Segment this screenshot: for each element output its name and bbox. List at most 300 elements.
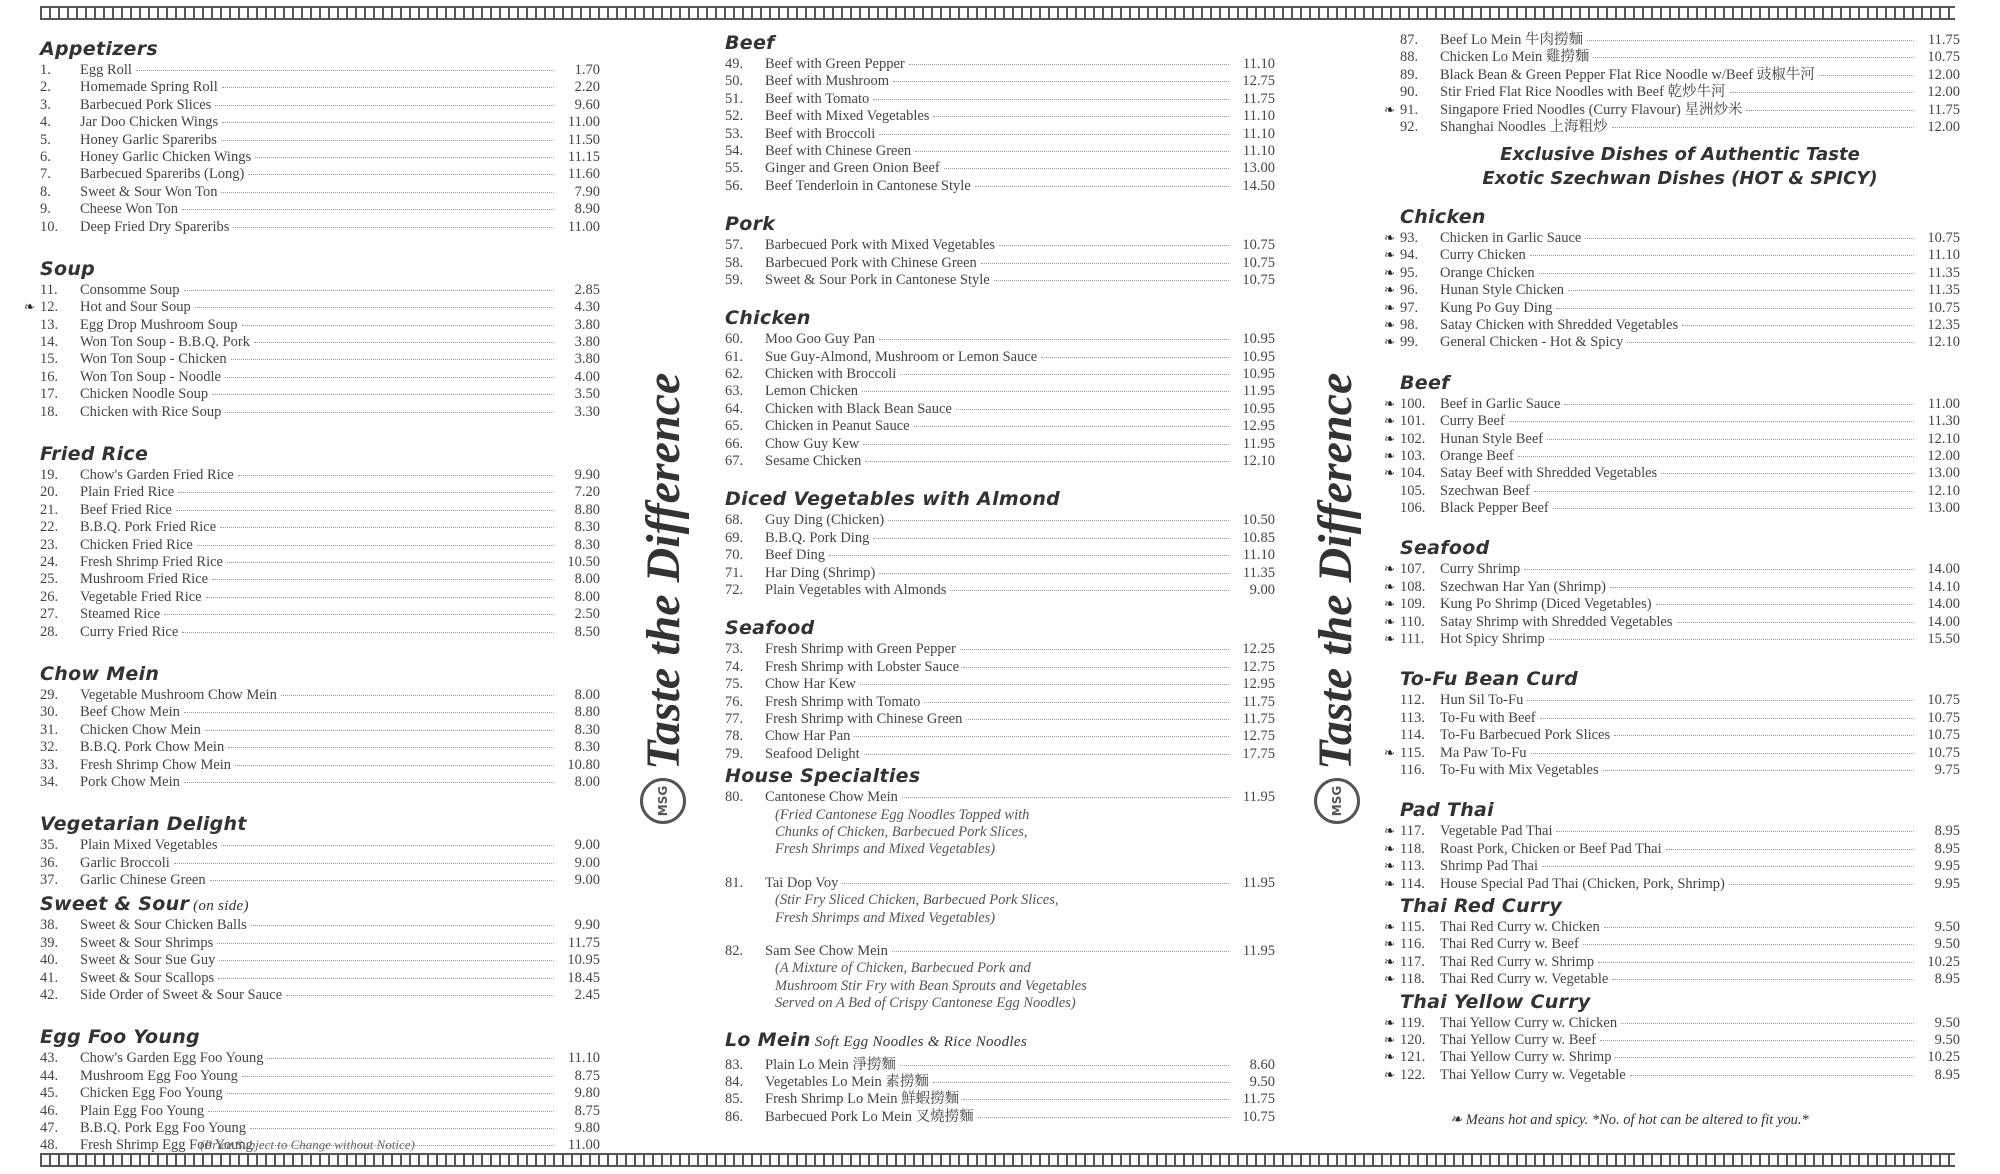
dot-leader [978,1117,1229,1118]
item-name: Chicken with Black Bean Sauce [765,400,952,417]
menu-item [40,334,600,351]
item-number: 113. [1400,709,1425,726]
dot-leader [174,863,554,864]
item-number: 93. ❧ [1384,230,1419,246]
item-number: 70. [725,547,744,564]
dot-leader [215,105,554,106]
dot-leader [182,632,554,633]
dot-leader [1556,308,1914,309]
item-price: 9.90 [574,467,600,484]
chili-pepper-icon: ❧ [1384,334,1395,350]
item-price: 10.95 [1242,366,1275,383]
dot-leader [1729,884,1914,885]
section-title: Sweet & Sour (on side) [40,893,249,916]
item-name: Beef with Mushroom [765,73,890,90]
dot-leader [222,122,554,123]
item-price: 12.10 [1242,453,1275,470]
menu-item [40,970,600,987]
item-price: 12.00 [1927,66,1960,83]
item-number: 107. ❧ [1384,561,1426,578]
top-border [40,6,1955,20]
item-number: 103. ❧ [1384,447,1426,464]
menu-item [1400,500,1960,517]
dot-leader [184,782,554,783]
item-number: 59. [725,271,744,288]
item-price: 11.10 [1242,142,1275,159]
item-price: 7.20 [574,484,600,501]
item-number: 118. ❧ [1384,840,1425,857]
section-title: Beef [1400,371,1450,394]
item-name: Hun Sil To-Fu [1440,692,1524,709]
item-price: 12.10 [1927,482,1960,499]
chili-pepper-icon: ❧ [1384,858,1395,874]
dot-leader [220,527,554,528]
item-price: 9.75 [1934,761,1960,778]
item-name: General Chicken - Hot & Spicy [1440,334,1624,351]
menu-item [1384,1014,1960,1032]
item-number: 97. ❧ [1384,299,1419,316]
dot-leader [1630,1075,1914,1076]
item-name: Chicken Fried Rice [80,536,193,553]
menu-item [40,589,600,606]
dot-leader [873,99,1229,100]
item-name: Cheese Won Ton [80,201,178,218]
dot-leader [892,951,1229,952]
dot-leader [1524,569,1914,570]
menu-item [40,502,600,519]
menu-item [725,943,1275,960]
dot-leader [1604,927,1914,928]
item-name: Thai Red Curry w. Shrimp [1440,953,1595,970]
item-name: Sweet & Sour Pork in Cantonese Style [765,271,990,288]
exclusive-title-line-2: Exotic Szechwan Dishes (HOT & SPICY) [1482,168,1878,189]
item-name: Curry Fried Rice [80,623,179,640]
dot-leader [975,186,1229,187]
item-price: 11.00 [567,114,600,131]
menu-section [725,213,1275,289]
item-number: 31. [40,721,59,738]
menu-item [725,728,1275,745]
item-name: Tai Dop Voy [765,874,839,891]
menu-item [40,62,600,79]
item-number: 1. [40,62,51,78]
item-number: 41. [40,969,59,986]
dot-leader [228,747,554,748]
dot-leader [994,280,1229,281]
menu-item [725,1087,1275,1108]
menu-section [725,307,1275,470]
item-name: Thai Red Curry w. Beef [1440,936,1579,953]
menu-item [40,917,600,934]
dot-leader [862,391,1229,392]
item-price: 9.80 [574,1085,600,1102]
menu-item [725,565,1275,582]
menu-item [40,722,600,739]
dot-leader [206,597,554,598]
item-price: 12.00 [1927,447,1960,464]
item-price: 11.10 [1242,108,1275,125]
item-price: 14.00 [1927,561,1960,578]
item-price: 9.00 [574,854,600,871]
dot-leader [227,562,554,563]
item-number: 94. ❧ [1384,247,1419,264]
dot-leader [1603,770,1914,771]
item-price: 9.00 [574,837,600,854]
item-number: 4. [40,114,51,131]
item-price: 11.75 [1927,101,1960,118]
item-price: 17.75 [1242,745,1275,762]
dot-leader [1677,622,1914,623]
item-price: 10.75 [1242,271,1275,288]
dot-leader [933,116,1229,117]
item-price: 9.50 [1249,1073,1275,1090]
item-name: Sue Guy-Almond, Mushroom or Lemon Sauce [765,348,1038,365]
dot-leader [1666,849,1914,850]
menu-section [725,765,1275,1012]
item-number: 66. [725,435,744,452]
menu-item [40,1103,600,1120]
item-price: 11.10 [1242,547,1275,564]
item-price: 10.25 [1927,1049,1960,1066]
item-number: 112. [1400,692,1425,709]
menu-item [725,875,1275,892]
item-name: Thai Red Curry w. Chicken [1440,918,1600,935]
dot-leader [210,880,554,881]
menu-item [40,1085,600,1102]
item-number: 121. ❧ [1384,1049,1426,1066]
item-name: Hunan Style Beef [1440,430,1544,447]
dot-leader [1730,92,1914,93]
item-number: 48. [40,1137,59,1154]
section-title: Seafood [725,617,815,640]
chili-pepper-icon: ❧ [1384,1014,1395,1030]
item-number: 98. ❧ [1384,316,1419,333]
menu-section [725,488,1275,599]
section-title: Appetizers [40,38,159,60]
menu-item [1384,561,1960,578]
dot-leader [1587,40,1914,41]
item-name: Egg Roll [80,62,132,78]
item-price: 11.75 [1242,1091,1275,1108]
chili-pepper-icon: ❧ [1384,430,1395,446]
item-name: Beef Lo Mein 牛肉撈麵 [1440,32,1583,48]
item-price: 8.80 [574,704,600,721]
item-price: 12.10 [1927,334,1960,351]
menu-item [1384,596,1960,613]
chili-pepper-icon: ❧ [1384,936,1395,952]
chili-pepper-icon: ❧ [1384,413,1395,429]
dot-leader [915,151,1229,152]
item-price: 8.30 [574,536,600,553]
chili-pepper-icon: ❧ [1384,264,1395,280]
item-number: 53. [725,125,744,142]
menu-item [40,467,600,484]
section-title: To-Fu Bean Curd [1400,668,1579,691]
item-number: 100. ❧ [1384,395,1426,412]
item-price: 11.35 [1927,264,1960,281]
item-price: 9.50 [1934,918,1960,935]
item-price: 11.75 [1927,32,1960,48]
item-name: Deep Fried Dry Spareribs [80,218,230,235]
menu-item [725,143,1275,160]
item-price: 2.50 [574,606,600,623]
chili-pepper-icon: ❧ [1384,101,1395,117]
item-price: 9.00 [574,872,600,889]
dot-leader [966,719,1229,720]
item-name: Thai Yellow Curry w. Vegetable [1440,1066,1626,1083]
item-name: Beef with Tomato [765,90,870,107]
dot-leader [1509,421,1914,422]
item-number: 82. [725,942,744,959]
chili-pepper-icon: ❧ [1384,840,1395,856]
menu-column-1 [24,38,600,1155]
dot-leader [217,943,554,944]
item-name: Beef Fried Rice [80,501,172,518]
item-number: 116. [1400,761,1425,778]
menu-item [1400,63,1960,83]
item-name: Vegetable Fried Rice [80,588,202,605]
item-name: Chicken Noodle Soup [80,386,209,403]
dot-leader [248,174,554,175]
item-price: 10.95 [1242,348,1275,365]
item-price: 8.95 [1934,971,1960,988]
menu-item [1384,282,1960,299]
dot-leader [1598,962,1914,963]
item-name: Fresh Shrimp Lo Mein 鮮蝦撈麵 [765,1091,960,1108]
dot-leader [865,461,1229,462]
dot-leader [1518,456,1914,457]
item-price: 8.30 [574,519,600,536]
menu-item [40,606,600,623]
item-price: 14.00 [1927,613,1960,630]
menu-item [1384,1066,1960,1084]
item-price: 10.75 [1242,237,1275,254]
item-number: 83. [725,1056,744,1073]
item-price: 3.80 [574,316,600,333]
item-name: Black Pepper Beef [1440,500,1549,517]
item-name: Jar Doo Chicken Wings [80,114,219,131]
item-number: 114. ❧ [1384,875,1425,892]
menu-item [40,757,600,774]
dot-leader [963,1099,1229,1100]
item-name: Guy Ding (Chicken) [765,512,885,529]
menu-item [1384,936,1960,953]
item-number: 10. [40,218,59,235]
item-number: 72. [725,581,744,598]
item-price: 9.60 [574,96,600,113]
menu-item [725,237,1275,254]
dot-leader [1682,325,1914,326]
dot-leader [184,712,554,713]
dot-leader [902,797,1229,798]
item-price: 11.35 [1927,282,1960,299]
dot-leader [212,579,554,580]
item-price: 10.75 [1927,709,1960,726]
item-price: 10.75 [1242,1108,1275,1125]
item-name: Fresh Shrimp with Chinese Green [765,710,963,727]
item-number: 38. [40,917,59,934]
item-price: 8.90 [574,201,600,218]
item-price: 10.75 [1927,692,1960,709]
dot-leader [1600,1040,1914,1041]
dot-leader [999,245,1229,246]
menu-item [40,1120,600,1137]
dot-leader [1612,979,1914,980]
item-name: Honey Garlic Chicken Wings [80,148,252,165]
dot-leader [281,695,554,696]
chili-pepper-icon: ❧ [1384,744,1395,760]
menu-item [725,331,1275,348]
item-name: Thai Red Curry w. Vegetable [1440,971,1609,988]
item-price: 8.95 [1934,840,1960,857]
menu-item [725,160,1275,177]
item-number: 52. [725,108,744,125]
item-price: 11.10 [1242,56,1275,72]
menu-item [725,272,1275,289]
menu-item [40,704,600,721]
menu-item [1384,744,1960,762]
menu-item [1384,613,1960,631]
dot-leader [924,702,1229,703]
section-title: Soup [40,257,96,280]
dot-leader [873,538,1229,539]
item-number: 22. [40,519,59,536]
item-number: 18. [40,403,59,420]
section-title: House Specialties [725,765,921,788]
menu-item [1400,727,1960,744]
menu-item [40,571,600,588]
chili-pepper-icon: ❧ [1384,875,1395,891]
item-name: Chow Har Pan [765,728,851,745]
menu-section [1384,371,1960,518]
item-price: 10.95 [1242,331,1275,348]
item-number: 68. [725,512,744,529]
item-number: 57. [725,237,744,254]
menu-item [1400,28,1960,48]
dot-leader [1568,290,1914,291]
dot-leader [251,925,554,926]
item-name: Barbecued Pork Slices [80,96,212,113]
item-price: 8.00 [574,571,600,588]
item-price: 12.75 [1242,728,1275,745]
item-number: 78. [725,728,744,745]
menu-item [1400,692,1960,709]
item-name: Chow's Garden Egg Foo Young [80,1050,264,1067]
item-name: Sweet & Sour Chicken Balls [80,917,247,934]
item-price: 8.75 [574,1067,600,1084]
dot-leader [963,667,1229,668]
menu-item [24,299,600,316]
menu-item [40,184,600,201]
item-name: Beef in Garlic Sauce [1440,395,1561,412]
chili-pepper-icon: ❧ [1384,823,1395,839]
item-price: 8.80 [574,501,600,518]
item-price: 11.50 [567,131,600,148]
item-price: 9.95 [1934,875,1960,892]
item-name: Ma Paw To-Fu [1440,744,1527,761]
item-number: 55. [725,160,744,177]
item-name: Vegetables Lo Mein 素撈麵 [765,1073,929,1090]
item-number: 74. [725,658,744,675]
item-name: Moo Goo Guy Pan [765,331,875,348]
menu-item [40,987,600,1004]
item-number: 118. ❧ [1384,971,1425,988]
item-name: Chicken with Rice Soup [80,403,222,420]
section-title: Beef [725,32,775,54]
item-name: B.B.Q. Pork Ding [765,529,870,546]
menu-item [1384,447,1960,465]
item-number: 5. [40,131,51,148]
menu-item [1384,316,1960,334]
chili-pepper-icon: ❧ [1384,247,1395,263]
menu-item [725,418,1275,435]
item-number: 65. [725,418,744,435]
item-number: 50. [725,73,744,90]
item-number: 67. [725,453,744,470]
menu-item [725,641,1275,658]
item-name: Chicken in Garlic Sauce [1440,230,1582,246]
item-number: 42. [40,987,59,1004]
item-name: Beef Tenderloin in Cantonese Style [765,177,971,194]
item-price: 10.25 [1927,953,1960,970]
chili-pepper-icon: ❧ [24,299,35,315]
dot-leader [164,614,554,615]
dot-leader [981,263,1229,264]
dot-leader [888,520,1229,521]
item-number: 33. [40,756,59,773]
menu-section [1384,206,1960,352]
item-name: Beef Ding [765,547,825,564]
item-price: 8.00 [574,588,600,605]
item-price: 8.95 [1934,1066,1960,1083]
dot-leader [1656,604,1914,605]
menu-section [40,663,600,791]
item-name: Thai Yellow Curry w. Shrimp [1440,1049,1612,1066]
item-number: 43. [40,1050,59,1067]
item-number: 34. [40,773,59,790]
menu-item [1384,840,1960,858]
item-name: Fresh Shrimp with Lobster Sauce [765,658,960,675]
menu-item [725,178,1275,195]
exclusive-title-line-1: Exclusive Dishes of Authentic Taste [1500,144,1860,165]
item-number: 46. [40,1102,59,1119]
item-name: B.B.Q. Pork Fried Rice [80,519,217,536]
dot-leader [956,409,1229,410]
dot-leader [250,1128,554,1129]
item-name: Vegetable Pad Thai [1440,823,1553,840]
chili-pepper-icon: ❧ [1384,631,1395,647]
menu-item [40,739,600,756]
menu-item [725,711,1275,728]
item-price: 9.50 [1934,1014,1960,1031]
dot-leader [231,359,554,360]
item-number: 23. [40,536,59,553]
dot-leader [1041,357,1229,358]
item-number: 21. [40,501,59,518]
chili-pepper-icon: ❧ [1384,1031,1395,1047]
chili-pepper-icon: ❧ [1384,465,1395,481]
item-price: 10.50 [1242,512,1275,529]
menu-item [725,547,1275,564]
item-number: 114. [1400,727,1425,744]
menu-column-3-top [1384,28,1960,135]
dot-leader [1819,75,1914,76]
menu-item [1384,247,1960,264]
menu-item [40,554,600,571]
menu-item [1384,430,1960,448]
item-price: 18.45 [567,969,600,986]
item-name: Sweet & Sour Won Ton [80,183,218,200]
